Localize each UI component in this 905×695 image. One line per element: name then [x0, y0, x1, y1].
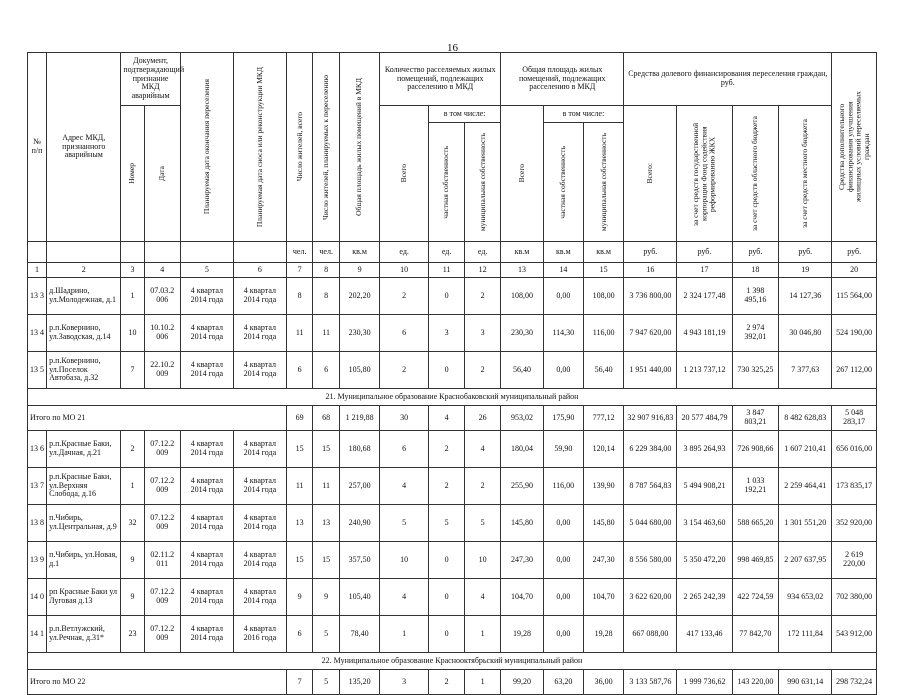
table-cell: 13: [286, 505, 313, 542]
total-cell: 298 732,24: [832, 670, 877, 695]
header-area-private: частная собственность: [543, 123, 583, 242]
unit-cell: руб.: [624, 242, 677, 263]
table-cell: 104,70: [501, 579, 543, 616]
table-cell: 9: [286, 579, 313, 616]
table-cell: 11: [286, 468, 313, 505]
header-fund-local: за счет средств местного бюджета: [779, 106, 832, 242]
table-cell: 108,00: [501, 278, 543, 315]
table-cell: 173 835,17: [832, 468, 877, 505]
table-cell: 4 квартал 2014 года: [233, 352, 286, 389]
unit-cell: [144, 242, 180, 263]
table-cell: 115 564,00: [832, 278, 877, 315]
header-doc-group: Документ, подтверждающий признание МКД аварийным: [121, 53, 180, 106]
column-number-cell: 2: [47, 263, 121, 278]
table-cell: 07.03.2 006: [144, 278, 180, 315]
table-cell: 14 1: [28, 616, 47, 653]
section-title: 21. Муниципальное образование Краснобаковский муниципальный район: [28, 389, 877, 406]
table-cell: 2: [380, 278, 429, 315]
column-number-cell: 13: [501, 263, 543, 278]
units-row: [28, 242, 877, 263]
table-cell: 0,00: [543, 542, 583, 579]
table-cell: 1 398 495,16: [732, 278, 779, 315]
table-cell: 2 619 220,00: [832, 542, 877, 579]
table-cell: 656 016,00: [832, 431, 877, 468]
table-cell: 13: [313, 505, 340, 542]
table-cell: 19,28: [583, 616, 623, 653]
total-row-mo-21: [28, 406, 877, 431]
table-cell: 4 квартал 2014 года: [180, 616, 233, 653]
table-cell: 257,00: [339, 468, 379, 505]
table-cell: 7: [121, 352, 144, 389]
table-cell: 1 951 440,00: [624, 352, 677, 389]
table-cell: 145,80: [501, 505, 543, 542]
table-cell: 2: [465, 352, 501, 389]
total-cell: 990 631,14: [779, 670, 832, 695]
column-number-cell: 20: [832, 263, 877, 278]
table-cell: 4: [380, 468, 429, 505]
total-cell: 63,20: [543, 670, 583, 695]
table-row: [28, 542, 877, 579]
table-cell: 730 325,25: [732, 352, 779, 389]
table-cell: 1 213 737,12: [677, 352, 732, 389]
table-row: [28, 468, 877, 505]
total-cell: 20 577 484,79: [677, 406, 732, 431]
table-cell: 267 112,00: [832, 352, 877, 389]
table-cell: 11: [313, 315, 340, 352]
table-cell: 10: [380, 542, 429, 579]
table-cell: 11: [286, 315, 313, 352]
total-cell: 8 482 628,83: [779, 406, 832, 431]
table-cell: 9: [121, 579, 144, 616]
table-row: [28, 431, 877, 468]
table-cell: 422 724,59: [732, 579, 779, 616]
table-cell: 180,04: [501, 431, 543, 468]
column-number-cell: 15: [583, 263, 623, 278]
table-cell: 15: [313, 431, 340, 468]
header-plan-end: Планируемая дата окончания переселения: [180, 53, 233, 242]
table-cell: 5 494 908,21: [677, 468, 732, 505]
table-cell: 2: [429, 431, 465, 468]
table-cell: 139,90: [583, 468, 623, 505]
table-cell: 02.11.2 011: [144, 542, 180, 579]
table-cell: 116,00: [583, 315, 623, 352]
table-cell: 30 046,80: [779, 315, 832, 352]
table-cell: 13 6: [28, 431, 47, 468]
total-cell: 30: [380, 406, 429, 431]
total-label: Итого по МО 22: [28, 670, 287, 695]
address-cell: р.п.Ветлужский, ул.Речная, д.31*: [47, 616, 121, 653]
total-cell: 135,20: [339, 670, 379, 695]
table-cell: 2: [429, 468, 465, 505]
unit-cell: [180, 242, 233, 263]
address-cell: р.п.Ковернино, ул.Заводская, д.14: [47, 315, 121, 352]
table-cell: 4 квартал 2014 года: [180, 468, 233, 505]
table-cell: 2 974 392,01: [732, 315, 779, 352]
table-cell: 0,00: [543, 616, 583, 653]
table-cell: 13 7: [28, 468, 47, 505]
column-number-cell: 17: [677, 263, 732, 278]
unit-cell: чел.: [313, 242, 340, 263]
table-cell: 13 9: [28, 542, 47, 579]
total-cell: 2: [429, 670, 465, 695]
table-cell: 230,30: [339, 315, 379, 352]
header-doc-date: Дата: [144, 106, 180, 242]
column-number-cell: 18: [732, 263, 779, 278]
table-cell: 8: [286, 278, 313, 315]
column-number-cell: 3: [121, 263, 144, 278]
table-cell: 59,90: [543, 431, 583, 468]
table-row: [28, 352, 877, 389]
total-cell: 143 220,00: [732, 670, 779, 695]
section-mo-22: [28, 653, 877, 670]
table-cell: 77 842,70: [732, 616, 779, 653]
column-number-cell: 12: [465, 263, 501, 278]
header-rooms-group: Количество расселяемых жилых помещений, подлежащих расселению в МКД: [380, 53, 501, 106]
total-cell: 7: [286, 670, 313, 695]
table-cell: 4 квартал 2014 года: [233, 542, 286, 579]
column-number-cell: 14: [543, 263, 583, 278]
header-residents-planned: Число жителей, планируемых к переселению: [313, 53, 340, 242]
table-cell: 11: [313, 468, 340, 505]
total-cell: 953,02: [501, 406, 543, 431]
address-cell: п.Чибирь, ул.Новая, д.1: [47, 542, 121, 579]
address-cell: д.Шадрино, ул.Молодежная, д.1: [47, 278, 121, 315]
table-cell: 2: [121, 431, 144, 468]
column-number-cell: 5: [180, 263, 233, 278]
table-cell: 4 квартал 2014 года: [180, 278, 233, 315]
table-cell: 172 111,84: [779, 616, 832, 653]
table-cell: 13 5: [28, 352, 47, 389]
table-cell: 998 469,85: [732, 542, 779, 579]
header-area-municipal: муниципальная собственность: [583, 123, 623, 242]
header-rooms-private: частная собственность: [429, 123, 465, 242]
column-number-cell: 8: [313, 263, 340, 278]
total-cell: 5 048 283,17: [832, 406, 877, 431]
header-funds-group: Средства долевого финансирования переселения граждан, руб.: [624, 53, 832, 106]
table-cell: 255,90: [501, 468, 543, 505]
table-cell: 22.10.2 009: [144, 352, 180, 389]
table-cell: 1 301 551,20: [779, 505, 832, 542]
unit-cell: [121, 242, 144, 263]
table-cell: 0: [429, 579, 465, 616]
total-cell: 4: [429, 406, 465, 431]
table-cell: 104,70: [583, 579, 623, 616]
table-cell: 4 квартал 2014 года: [180, 505, 233, 542]
table-cell: 1: [121, 278, 144, 315]
header-address: Адрес МКД, признанного аварийным: [47, 53, 121, 242]
header-total-area: Общая площадь жилых помещений в МКД: [339, 53, 379, 242]
table-cell: 10: [121, 315, 144, 352]
table-cell: 32: [121, 505, 144, 542]
unit-cell: кв.м: [583, 242, 623, 263]
table-cell: 2: [380, 352, 429, 389]
column-number-cell: 7: [286, 263, 313, 278]
table-cell: 0,00: [543, 579, 583, 616]
table-cell: 2 259 464,41: [779, 468, 832, 505]
table-cell: 13 3: [28, 278, 47, 315]
table-cell: 6: [313, 352, 340, 389]
table-cell: 0: [429, 278, 465, 315]
table-cell: 0: [429, 616, 465, 653]
header-rooms-total: Всего: [380, 106, 429, 242]
unit-cell: [233, 242, 286, 263]
header-doc-number: Номер: [121, 106, 144, 242]
table-cell: 4 квартал 2014 года: [180, 542, 233, 579]
table-cell: 247,30: [583, 542, 623, 579]
table-cell: 4 квартал 2014 года: [233, 505, 286, 542]
table-row: [28, 579, 877, 616]
total-cell: 1: [465, 670, 501, 695]
column-numbers-row: [28, 263, 877, 278]
header-area-total: Всего: [501, 106, 543, 242]
total-cell: 1 999 736,62: [677, 670, 732, 695]
table-cell: 105,40: [339, 579, 379, 616]
table-cell: 0,00: [543, 505, 583, 542]
table-cell: 4 квартал 2014 года: [233, 579, 286, 616]
table-cell: 10: [465, 542, 501, 579]
table-cell: 4 квартал 2014 года: [180, 315, 233, 352]
table-cell: 4 квартал 2014 года: [180, 579, 233, 616]
unit-cell: кв.м: [339, 242, 379, 263]
unit-cell: [47, 242, 121, 263]
header-rooms-including: в том числе:: [429, 106, 501, 123]
total-row-mo-22: [28, 670, 877, 695]
unit-cell: ед.: [429, 242, 465, 263]
table-row: [28, 315, 877, 352]
table-cell: 7 377,63: [779, 352, 832, 389]
table-cell: 6: [380, 315, 429, 352]
table-cell: 10.10.2 006: [144, 315, 180, 352]
table-cell: 202,20: [339, 278, 379, 315]
total-cell: 3 847 803,21: [732, 406, 779, 431]
table-cell: 8 556 580,00: [624, 542, 677, 579]
table-cell: 7 947 620,00: [624, 315, 677, 352]
table-cell: 357,50: [339, 542, 379, 579]
table-cell: 4: [380, 579, 429, 616]
table-cell: 5: [429, 505, 465, 542]
table-cell: 116,00: [543, 468, 583, 505]
table-cell: 6 229 384,00: [624, 431, 677, 468]
table-cell: 180,68: [339, 431, 379, 468]
header-fund-regional: за счет средств областного бюджета: [732, 106, 779, 242]
table-cell: 5: [465, 505, 501, 542]
table-cell: 5: [380, 505, 429, 542]
table-cell: 726 908,66: [732, 431, 779, 468]
total-cell: 99,20: [501, 670, 543, 695]
table-row: [28, 505, 877, 542]
table-cell: 8: [313, 278, 340, 315]
unit-cell: чел.: [286, 242, 313, 263]
column-number-cell: 11: [429, 263, 465, 278]
table-cell: 0: [429, 352, 465, 389]
table-cell: 6: [286, 352, 313, 389]
table-cell: 4 квартал 2014 года: [233, 315, 286, 352]
table-cell: 105,80: [339, 352, 379, 389]
table-cell: 1: [121, 468, 144, 505]
table-cell: 4 квартал 2014 года: [180, 431, 233, 468]
header-rooms-municipal: муниципальная собственность: [465, 123, 501, 242]
table-cell: 07.12.2 009: [144, 616, 180, 653]
table-cell: 240,90: [339, 505, 379, 542]
table-cell: 4 943 181,19: [677, 315, 732, 352]
address-cell: р.п.Красные Баки, ул.Дачная, д.21: [47, 431, 121, 468]
table-row: [28, 278, 877, 315]
unit-cell: [28, 242, 47, 263]
table-cell: 3: [429, 315, 465, 352]
table-cell: 702 380,00: [832, 579, 877, 616]
table-cell: 56,40: [501, 352, 543, 389]
header-no: № п/п: [28, 53, 47, 242]
table-cell: 4 квартал 2016 года: [233, 616, 286, 653]
table-cell: 667 088,00: [624, 616, 677, 653]
column-number-cell: 16: [624, 263, 677, 278]
table-cell: 1 033 192,21: [732, 468, 779, 505]
column-number-cell: 1: [28, 263, 47, 278]
table-cell: 3 154 463,60: [677, 505, 732, 542]
unit-cell: руб.: [832, 242, 877, 263]
table-cell: 07.12.2 009: [144, 505, 180, 542]
table-cell: 247,30: [501, 542, 543, 579]
table-cell: 524 190,00: [832, 315, 877, 352]
header-plan-demolition: Планируемая дата сноса или реконструкции МКД: [233, 53, 286, 242]
table-cell: 4: [465, 431, 501, 468]
total-cell: 777,12: [583, 406, 623, 431]
unit-cell: руб.: [779, 242, 832, 263]
table-cell: 934 653,02: [779, 579, 832, 616]
table-cell: 3 736 800,00: [624, 278, 677, 315]
address-cell: р.п.Красные Баки, ул.Верхняя Слобода, д.16: [47, 468, 121, 505]
header-residents-total: Число жителей, всего: [286, 53, 313, 242]
table-cell: 0,00: [543, 278, 583, 315]
header-fund-state: за счет средств государственной корпорации Фонд содействия реформированию ЖКХ: [677, 106, 732, 242]
table-cell: 230,30: [501, 315, 543, 352]
table-cell: 15: [286, 542, 313, 579]
total-cell: 3: [380, 670, 429, 695]
table-cell: 07.12.2 009: [144, 431, 180, 468]
column-number-cell: 10: [380, 263, 429, 278]
table-cell: 543 912,00: [832, 616, 877, 653]
table-cell: 15: [313, 542, 340, 579]
table-cell: 1: [380, 616, 429, 653]
table-cell: 13 4: [28, 315, 47, 352]
table-cell: 120,14: [583, 431, 623, 468]
table-cell: 6: [286, 616, 313, 653]
table-cell: 5 350 472,20: [677, 542, 732, 579]
table-cell: 0: [429, 542, 465, 579]
header-area-including: в том числе:: [543, 106, 624, 123]
table-cell: 23: [121, 616, 144, 653]
table-cell: 14 127,36: [779, 278, 832, 315]
table-cell: 2 265 242,39: [677, 579, 732, 616]
header-fund-additional: Средства дополнительного финансирования улучшения жилищных условий переселяемых граждан: [832, 53, 877, 242]
header-funds-total: Всего:: [624, 106, 677, 242]
total-cell: 175,90: [543, 406, 583, 431]
unit-cell: ед.: [380, 242, 429, 263]
table-cell: 2: [465, 468, 501, 505]
total-cell: 26: [465, 406, 501, 431]
table-cell: 56,40: [583, 352, 623, 389]
table-cell: 19,28: [501, 616, 543, 653]
table-cell: 3: [465, 315, 501, 352]
section-mo-21: [28, 389, 877, 406]
total-cell: 68: [313, 406, 340, 431]
table-cell: 2: [465, 278, 501, 315]
page-number: 16: [447, 42, 458, 54]
total-cell: 69: [286, 406, 313, 431]
unit-cell: руб.: [732, 242, 779, 263]
table-cell: 5: [313, 616, 340, 653]
table-cell: 15: [286, 431, 313, 468]
table-cell: 78,40: [339, 616, 379, 653]
total-cell: 3 133 587,76: [624, 670, 677, 695]
table-cell: 0,00: [543, 352, 583, 389]
table-cell: 2 324 177,48: [677, 278, 732, 315]
table-cell: 4 квартал 2014 года: [233, 431, 286, 468]
section-title: 22. Муниципальное образование Краснооктябрьский муниципальный район: [28, 653, 877, 670]
column-number-cell: 6: [233, 263, 286, 278]
table-cell: 4 квартал 2014 года: [233, 468, 286, 505]
column-number-cell: 19: [779, 263, 832, 278]
total-cell: 36,00: [583, 670, 623, 695]
table-cell: 417 133,46: [677, 616, 732, 653]
header-area-group: Общая площадь жилых помещений, подлежащих расселению в МКД: [501, 53, 624, 106]
column-number-cell: 4: [144, 263, 180, 278]
unit-cell: кв.м: [501, 242, 543, 263]
table-cell: 9: [121, 542, 144, 579]
table-row: [28, 616, 877, 653]
table-cell: 588 665,20: [732, 505, 779, 542]
table-cell: 8 787 564,83: [624, 468, 677, 505]
table-cell: 3 895 264,93: [677, 431, 732, 468]
table-cell: 4 квартал 2014 года: [233, 278, 286, 315]
table-cell: 5 044 680,00: [624, 505, 677, 542]
table-cell: 114,30: [543, 315, 583, 352]
table-cell: 6: [380, 431, 429, 468]
unit-cell: ед.: [465, 242, 501, 263]
unit-cell: кв.м: [543, 242, 583, 263]
table-cell: 352 920,00: [832, 505, 877, 542]
table-cell: 13 8: [28, 505, 47, 542]
table-cell: 07.12.2 009: [144, 579, 180, 616]
total-label: Итого по МО 21: [28, 406, 287, 431]
table-cell: 1 607 210,41: [779, 431, 832, 468]
resettlement-table: [27, 52, 877, 695]
table-cell: 07.12.2 009: [144, 468, 180, 505]
total-cell: 32 907 916,83: [624, 406, 677, 431]
table-cell: 108,00: [583, 278, 623, 315]
address-cell: п.Чибирь, ул.Центральная, д.9: [47, 505, 121, 542]
table-cell: 14 0: [28, 579, 47, 616]
table-cell: 145,80: [583, 505, 623, 542]
table-cell: 3 622 620,00: [624, 579, 677, 616]
table-cell: 4: [465, 579, 501, 616]
table-cell: 1: [465, 616, 501, 653]
unit-cell: руб.: [677, 242, 732, 263]
table-cell: 2 207 637,95: [779, 542, 832, 579]
table-cell: 4 квартал 2014 года: [180, 352, 233, 389]
address-cell: р.п.Ковернино, ул.Поселок Автобаза, д.32: [47, 352, 121, 389]
address-cell: рп Красные Баки ул Луговая д.13: [47, 579, 121, 616]
total-cell: 1 219,88: [339, 406, 379, 431]
table-cell: 9: [313, 579, 340, 616]
column-number-cell: 9: [339, 263, 379, 278]
total-cell: 5: [313, 670, 340, 695]
